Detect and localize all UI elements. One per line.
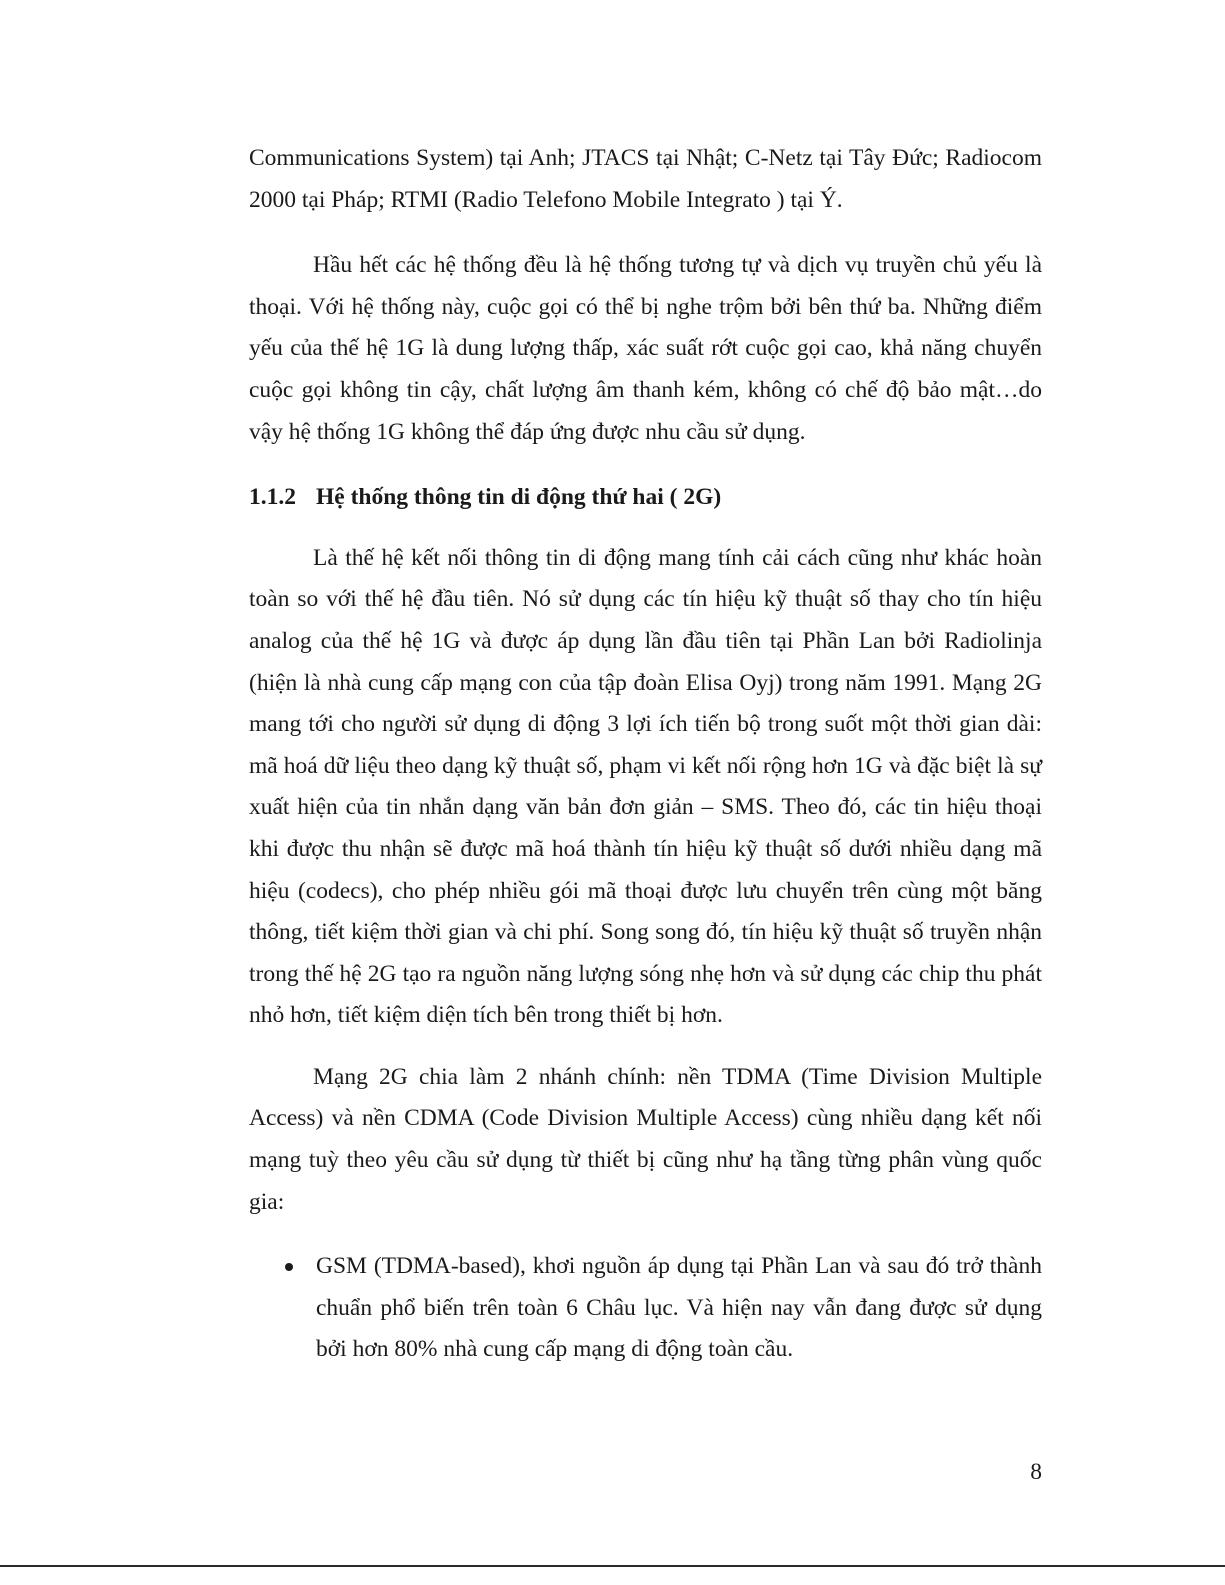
bullet-list bbox=[249, 1246, 1042, 1371]
section-heading-2g bbox=[249, 477, 1042, 519]
page-bottom-divider bbox=[0, 1565, 1225, 1567]
section-title: Hệ thống thông tin di động thứ hai ( 2G) bbox=[316, 484, 722, 511]
paragraph-2g-description: Là thế hệ kết nối thông tin di động mang tính cải cách cũng như khác hoàn toàn so với thế hệ đầu tiên. Nó sử dụng các tín hiệu kỹ thuật số thay cho tín hiệu analog của thế hệ 1G và được áp dụng lần đầu tiên tại Phần Lan bởi Radiolinja (hiện là nhà cung cấp mạng con của tập đoàn Elisa Oyj) trong năm 1991. Mạng 2G mang tới cho người sử dụng di động 3 lợi ích tiến bộ trong suốt một thời gian dài: mã hoá dữ liệu theo dạng kỹ thuật số, phạm vi kết nối rộng hơn 1G và đặc biệt là sự xuất hiện của tin nhắn dạng văn bản đơn giản – SMS. Theo đó, các tin hiệu thoại khi được thu nhận sẽ được mã hoá thành tín hiệu kỹ thuật số dưới nhiều dạng mã hiệu (codecs), cho phép nhiều gói mã thoại được lưu chuyển trên cùng một băng thông, tiết kiệm thời gian và chi phí. Song song đó, tín hiệu kỹ thuật số truyền nhận trong thế hệ 2G tạo ra nguồn năng lượng sóng nhẹ hơn và sử dụng các chip thu phát nhỏ hơn, tiết kiệm diện tích bên trong thiết bị hơn. bbox=[249, 544, 1042, 1029]
paragraph-1g-systems-continued: Communications System) tại Anh; JTACS tại Nhật; C-Netz tại Tây Đức; Radiocom 2000 tại Pháp; RTMI (Radio Telefono Mobile Integrato ) tại Ý. bbox=[249, 145, 1042, 213]
paragraph-2g-branches: Mạng 2G chia làm 2 nhánh chính: nền TDMA (Time Division Multiple Access) và nền CDMA (Code Division Multiple Access) cùng nhiều dạng kết nối mạng tuỳ theo yêu cầu sử dụng từ thiết bị cũng như hạ tầng từng phân vùng quốc gia: bbox=[249, 1063, 1042, 1215]
bullet-icon bbox=[285, 1263, 293, 1271]
paragraph-1g-weaknesses: Hầu hết các hệ thống đều là hệ thống tương tự và dịch vụ truyền chủ yếu là thoại. Với hệ thống này, cuộc gọi có thể bị nghe trộm bởi bên thứ ba. Những điểm yếu của thế hệ 1G là dung lượng thấp, xác suất rớt cuộc gọi cao, khả năng chuyển cuộc gọi không tin cậy, chất lượng âm thanh kém, không có chế độ bảo mật…do vậy hệ thống 1G không thể đáp ứng được nhu cầu sử dụng. bbox=[249, 252, 1042, 445]
list-item bbox=[249, 1246, 1042, 1371]
document-page bbox=[249, 138, 1042, 1371]
bullet-text-gsm: GSM (TDMA-based), khơi nguồn áp dụng tại Phần Lan và sau đó trở thành chuẩn phổ biến trên toàn 6 Châu lục. Và hiện nay vẫn đang được sử dụng bởi hơn 80% nhà cung cấp mạng di động toàn cầu. bbox=[316, 1253, 1042, 1363]
section-number: 1.1.2 bbox=[249, 484, 296, 511]
page-number: 8 bbox=[1030, 1459, 1042, 1485]
